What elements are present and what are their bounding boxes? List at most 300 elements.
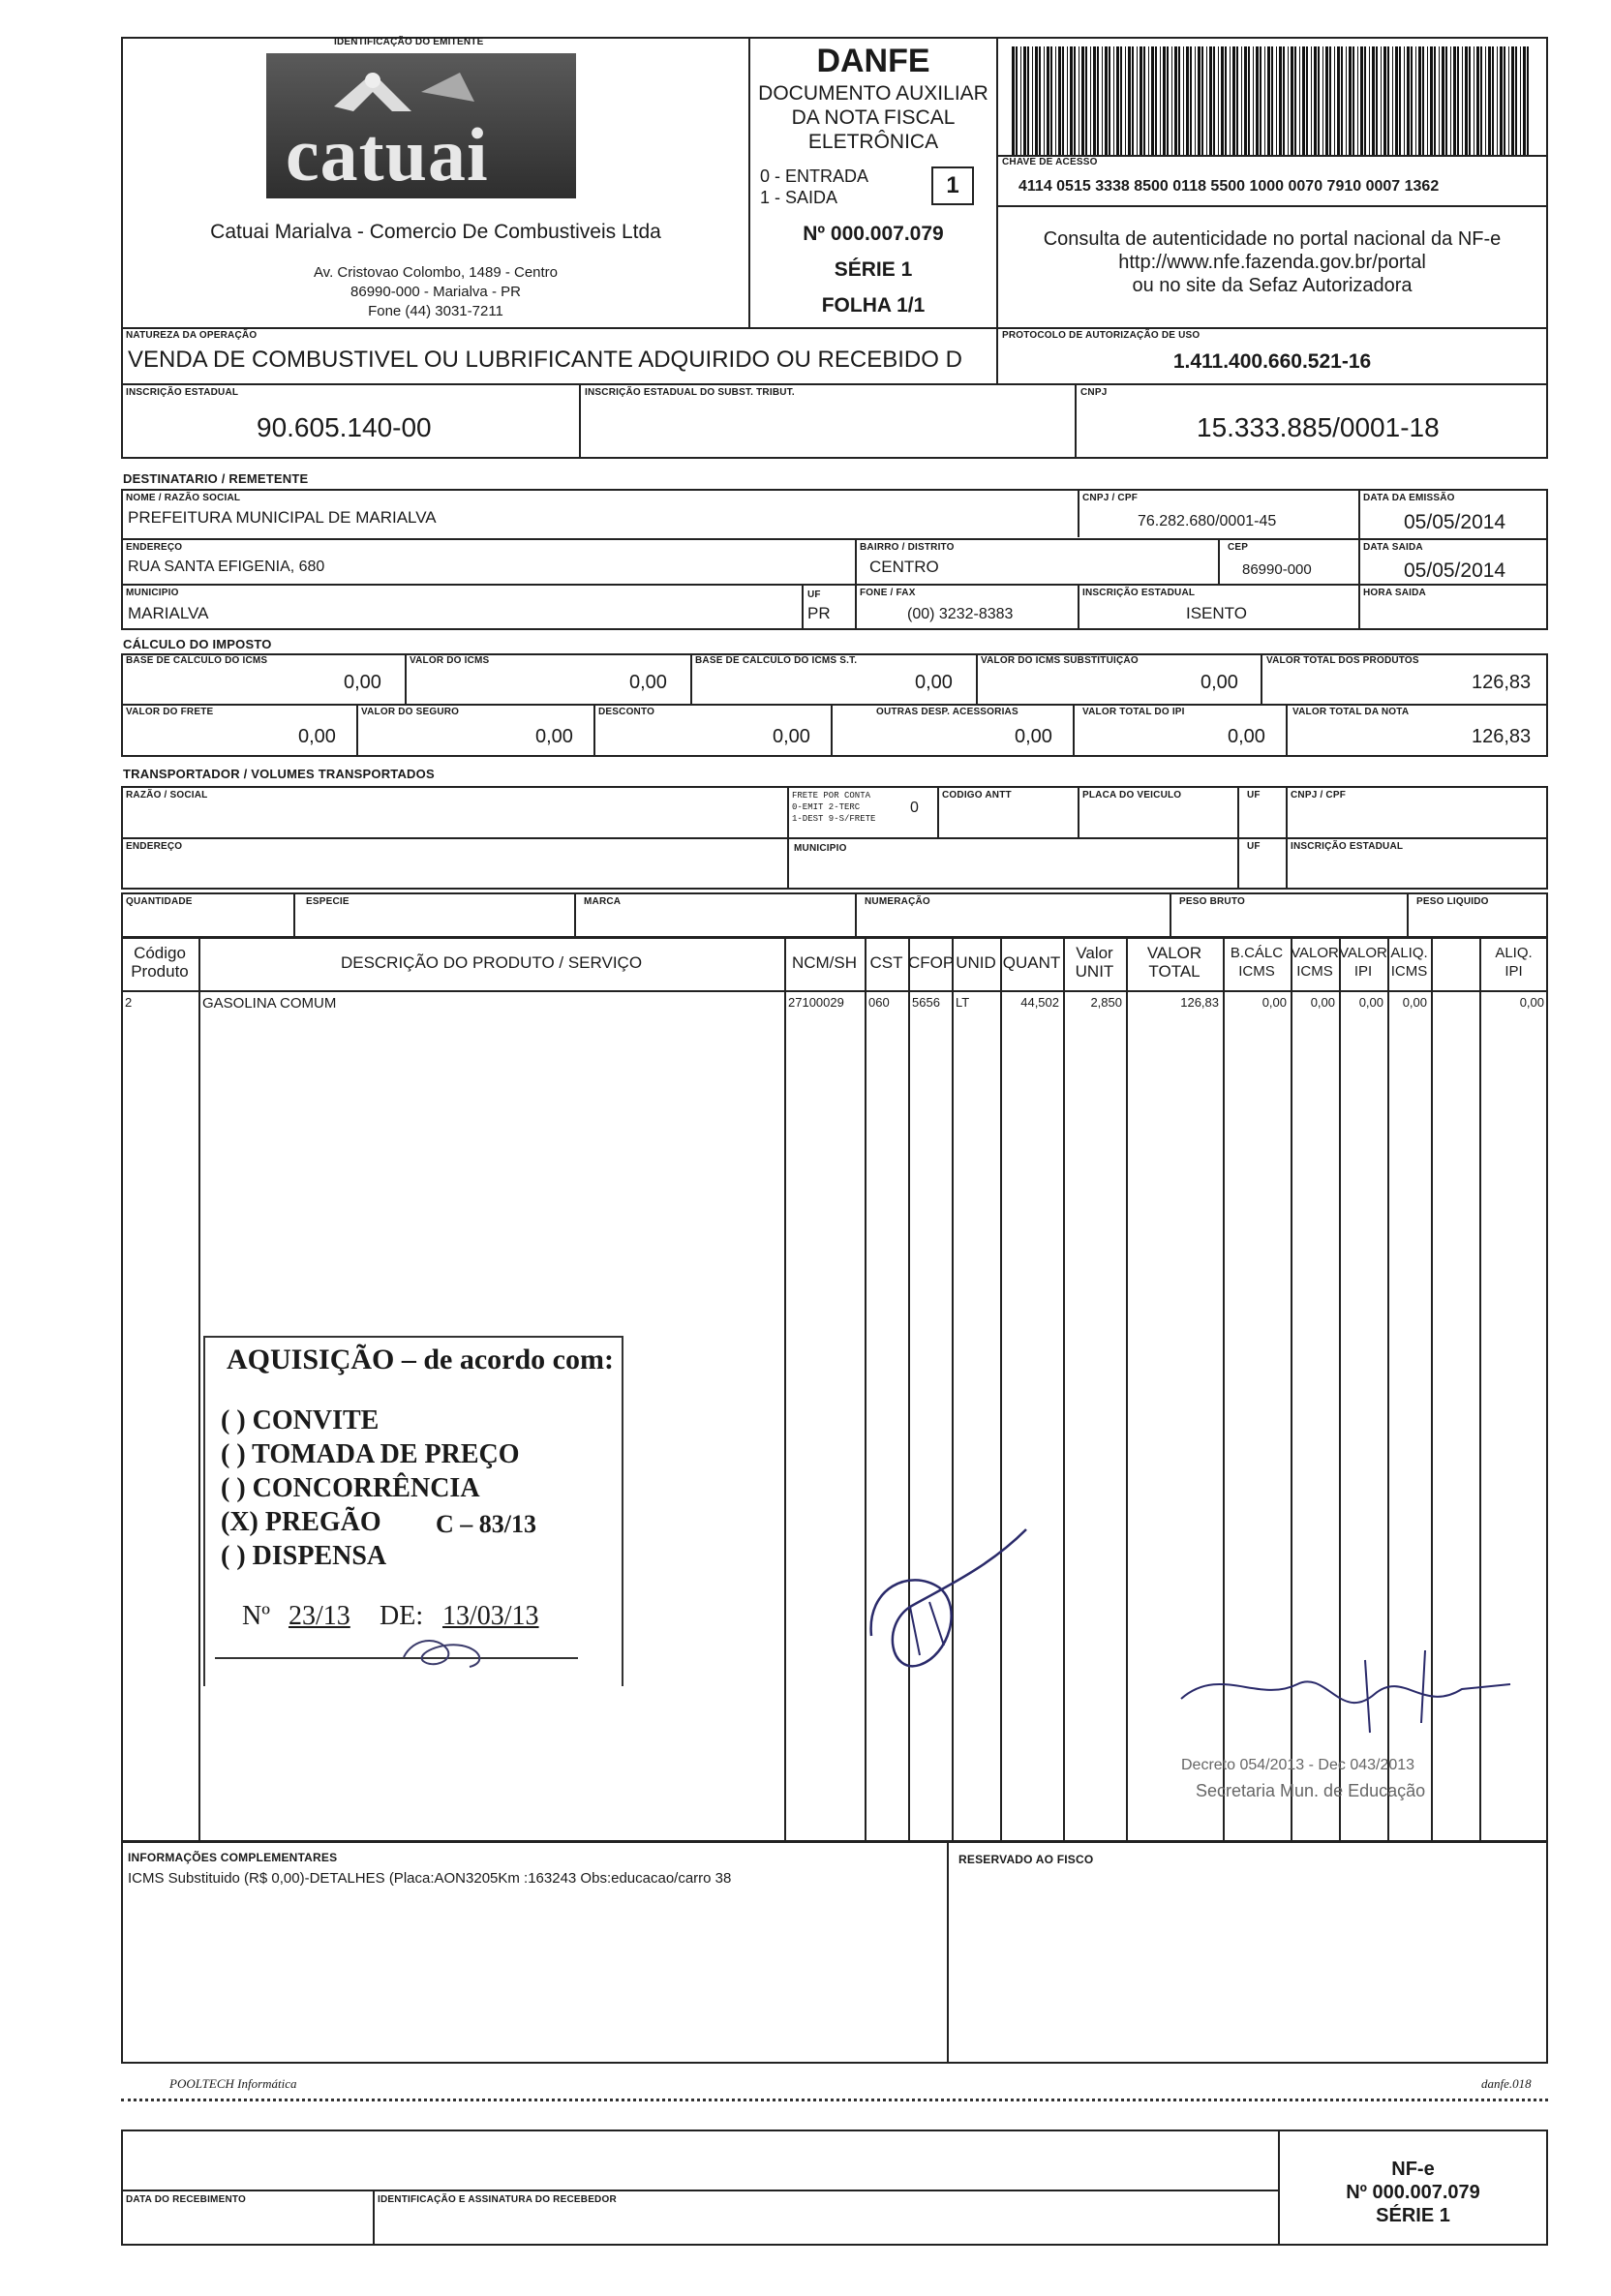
barcode-bar [1143,46,1145,155]
stamp-dispensa: ( ) DISPENSA [221,1541,387,1571]
table-cell: 2 [125,995,133,1010]
barcode-bar [1171,46,1172,155]
barcode-bar [1167,46,1169,155]
barcode-bar [1113,46,1114,155]
table-cell: 0,00 [1310,995,1335,1010]
barcode-bar [1360,46,1363,155]
barcode-bar [1329,46,1331,155]
marca-label: MARCA [584,896,622,907]
column-header: CFOP [908,953,955,972]
dest-fone: (00) 3232-8383 [907,606,1014,622]
barcode-bar [1256,46,1259,155]
column-header: ALIQ. ICMS [1390,945,1428,980]
ie-st-label: INSCRIÇÃO ESTADUAL DO SUBST. TRIBUT. [585,387,795,398]
column-divider [865,937,866,1842]
barcode-bar [1206,46,1207,155]
chave-label: CHAVE DE ACESSO [1002,157,1098,167]
barcode-bar [1276,46,1277,155]
stamp-pregao-num: C – 83/13 [436,1510,536,1538]
barcode-bar [1492,46,1494,155]
dest-uf: PR [807,604,831,622]
transp-cnpj-label: CNPJ / CPF [1291,790,1347,801]
barcode-bar [1450,46,1451,155]
barcode-bar [1504,46,1505,155]
table-cell: 060 [868,995,890,1010]
transp-razao-label: RAZÃO / SOCIAL [126,790,208,801]
barcode-bar [1341,46,1343,155]
barcode-bar [1372,46,1375,155]
barcode-bar [1020,46,1021,155]
chave-consulta3: ou no site da Sefaz Autorizadora [1132,275,1413,296]
outras-label: OUTRAS DESP. ACESSORIAS [876,707,1018,717]
barcode-bar [1140,46,1142,155]
signature-mark [1171,1646,1520,1752]
stamp-initials [394,1628,501,1677]
barcode-bar [1151,46,1154,155]
barcode-bar [1195,46,1196,155]
barcode-bar [1415,46,1416,155]
canhoto-ident-label: IDENTIFICAÇÃO E ASSINATURA DO RECEBEDOR [378,2194,617,2205]
barcode-bar [1209,46,1212,155]
divider [855,584,857,630]
dest-emissao: 05/05/2014 [1404,511,1506,533]
barcode-bar [1430,46,1433,155]
ie-value: 90.605.140-00 [257,412,432,442]
dest-emissao-label: DATA DA EMISSÃO [1363,493,1455,503]
barcode-bar [1253,46,1254,155]
barcode-bar [1174,46,1177,155]
barcode-bar [1476,46,1479,155]
placa-label: PLACA DO VEICULO [1082,790,1182,801]
barcode-bar [1357,46,1358,155]
divider [121,2190,1278,2191]
stamp-tomada: ( ) TOMADA DE PREÇO [221,1439,520,1469]
barcode-bar [1160,46,1161,155]
danfe-entrada: 0 - ENTRADA [760,166,869,186]
barcode-bar [1201,46,1203,155]
dest-ie-label: INSCRIÇÃO ESTADUAL [1082,588,1196,598]
danfe-subtitle1: DOCUMENTO AUXILIAR [758,82,988,105]
barcode-bar [1325,46,1328,155]
barcode-bar [1465,46,1468,155]
bc-icms: 0,00 [344,672,381,693]
barcode-bar [1125,46,1126,155]
v-st: 0,00 [1201,672,1238,693]
column-header: B.CÁLC ICMS [1230,945,1284,980]
barcode-bar [1457,46,1459,155]
info-label: INFORMAÇÕES COMPLEMENTARES [128,1851,338,1864]
barcode-bar [1137,46,1138,155]
barcode-bar [1225,46,1227,155]
table-cell: 0,00 [1519,995,1544,1010]
stamp-pregao: (X) PREGÃO [221,1507,381,1537]
barcode-bar [1299,46,1300,155]
divider [976,653,978,704]
protocolo-value: 1.411.400.660.521-16 [1172,350,1372,373]
barcode-bar [1241,46,1242,155]
barcode-bar [1511,46,1514,155]
divider [947,1841,949,2064]
barcode-bar [1221,46,1224,155]
frete-conta-value: 0 [910,800,919,816]
divider [1286,704,1288,757]
barcode-bar [1369,46,1370,155]
divider [855,538,857,585]
barcode-bar [1236,46,1238,155]
column-divider [1126,937,1128,1842]
barcode-bar [1485,46,1486,155]
nota: 126,83 [1472,726,1532,747]
dest-bairro-label: BAIRRO / DISTRITO [860,542,955,553]
signature-mark [852,1510,1084,1704]
barcode-bar [1183,46,1184,155]
peso-liquido-label: PESO LIQUIDO [1416,896,1489,907]
nota-label: VALOR TOTAL DA NOTA [1292,707,1410,717]
barcode-bar [1527,46,1529,155]
aquisicao-stamp [203,1336,623,1686]
chave-consulta1: Consulta de autenticidade no portal nacional da NF-e [1043,228,1502,250]
table-cell: 44,502 [1020,995,1059,1010]
divider [1075,383,1077,459]
seguro: 0,00 [535,726,573,747]
barcode-bar [1349,46,1352,155]
dest-nome: PREFEITURA MUNICIPAL DE MARIALVA [128,508,437,527]
column-header: VALOR IPI [1339,945,1387,980]
dest-municipio-label: MUNICIPIO [126,588,179,598]
barcode-bar [1081,46,1084,155]
barcode-bar [1055,46,1056,155]
divider [293,892,295,938]
barcode-bar [1109,46,1110,155]
barcode-bar [1218,46,1219,155]
bc-st: 0,00 [915,672,953,693]
footer-left: POOLTECH Informática [169,2076,297,2091]
transp-uf2-label: UF [1247,841,1261,852]
barcode-bar [1523,46,1526,155]
barcode-bar [1439,46,1440,155]
barcode-bar [1178,46,1180,155]
column-divider [1063,937,1065,1842]
barcode-bar [1411,46,1413,155]
barcode-bar [1407,46,1410,155]
protocolo-label: PROTOCOLO DE AUTORIZAÇÃO DE USO [1002,330,1201,341]
divider [1073,704,1075,757]
barcode-bar [1230,46,1231,155]
dest-saida-label: DATA SAIDA [1363,542,1423,553]
divider [690,653,692,704]
transp-uf-label: UF [1247,790,1261,801]
ipi-label: VALOR TOTAL DO IPI [1082,707,1185,717]
company-logo [266,53,576,198]
barcode-bar [1016,46,1018,155]
barcode-bar [1376,46,1378,155]
outras: 0,00 [1015,726,1052,747]
column-divider [1000,937,1002,1842]
barcode-bar [1012,46,1015,155]
barcode-bar [1497,46,1498,155]
barcode-bar [1381,46,1382,155]
column-divider [908,937,910,1842]
column-header: DESCRIÇÃO DO PRODUTO / SERVIÇO [340,953,643,972]
barcode-bar [1469,46,1471,155]
barcode-bar [1322,46,1323,155]
v-prod: 126,83 [1472,672,1532,693]
barcode-bar [1213,46,1215,155]
barcode-bar [1039,46,1041,155]
danfe-subtitle3: ELETRÔNICA [807,131,939,153]
divider [373,2190,375,2246]
danfe-saida: 1 - SAIDA [760,188,838,207]
table-cell: 27100029 [788,995,844,1010]
barcode-bar [1427,46,1428,155]
barcode-bar [1395,46,1398,155]
column-divider [784,937,786,1842]
divider [855,892,857,938]
emitente-cep-city: 86990-000 - Marialva - PR [350,284,521,300]
dest-endereco-label: ENDEREÇO [126,542,183,553]
divider [579,383,581,459]
dest-cep: 86990-000 [1242,561,1312,578]
frete: 0,00 [298,726,336,747]
emitente-phone: Fone (44) 3031-7211 [368,303,503,319]
barcode-bar [1044,46,1045,155]
divider [121,584,1548,586]
barcode-bar [1442,46,1444,155]
footer-right: danfe.018 [1481,2076,1532,2091]
barcode-bar [1248,46,1250,155]
cut-line [121,2099,1548,2101]
dest-endereco: RUA SANTA EFIGENIA, 680 [128,559,325,575]
v-icms: 0,00 [629,672,667,693]
barcode [1012,46,1535,155]
dest-ie: ISENTO [1186,604,1247,622]
column-header: CST [869,953,903,972]
barcode-bar [1488,46,1491,155]
divider [1170,892,1171,938]
column-header: UNID [956,953,996,972]
danfe-serie: SÉRIE 1 [834,258,913,281]
barcode-bar [1480,46,1482,155]
barcode-bar [1318,46,1320,155]
divider [1407,892,1409,938]
v-icms-label: VALOR DO ICMS [410,655,490,666]
assinatura-stamp-line2: Secretaria Mun. de Educação [1196,1781,1426,1800]
cnpj-label: CNPJ [1080,387,1108,398]
chave-value: 4114 0515 3338 8500 0118 5500 1000 0070 7910 0007 1362 [1018,178,1440,195]
divider [1078,489,1079,537]
divider [1286,786,1288,890]
barcode-bar [1520,46,1521,155]
transp-endereco-label: ENDEREÇO [126,841,183,852]
bc-st-label: BASE DE CALCULO DO ICMS S.T. [695,655,858,666]
barcode-bar [1085,46,1087,155]
numeracao-label: NUMERAÇÃO [865,896,930,907]
divider [405,653,407,704]
stamp-concorrencia: ( ) CONCORRÊNCIA [221,1473,480,1503]
chave-consulta2: http://www.nfe.fazenda.gov.br/portal [1118,252,1426,273]
table-cell: 126,83 [1180,995,1219,1010]
barcode-bar [1128,46,1131,155]
barcode-bar [1353,46,1354,155]
transp-municipio-label: MUNICIPIO [794,843,847,854]
peso-bruto-label: PESO BRUTO [1179,896,1245,907]
canhoto-serie: SÉRIE 1 [1376,2205,1450,2226]
barcode-bar [1047,46,1049,155]
desconto-label: DESCONTO [598,707,655,717]
barcode-bar [1404,46,1405,155]
barcode-bar [1190,46,1192,155]
destinatario-section-label: DESTINATARIO / REMETENTE [123,471,309,486]
divider [831,704,833,757]
divider [802,584,804,630]
barcode-bar [1364,46,1366,155]
transporte-section-label: TRANSPORTADOR / VOLUMES TRANSPORTADOS [123,767,435,781]
stamp-num-label: Nº [242,1601,270,1631]
barcode-bar [1311,46,1312,155]
barcode-bar [1294,46,1296,155]
divider [937,786,939,837]
divider [996,205,1548,207]
v-st-label: VALOR DO ICMS SUBSTITUIÇÃO [981,655,1139,666]
transp-ie-label: INSCRIÇÃO ESTADUAL [1291,841,1404,852]
especie-label: ESPECIE [306,896,350,907]
column-header: ALIQ. IPI [1495,945,1533,980]
column-header: NCM/SH [791,953,858,972]
divider [121,837,1548,839]
imposto-section-label: CÁLCULO DO IMPOSTO [123,637,272,651]
barcode-bar [1334,46,1335,155]
barcode-bar [1399,46,1401,155]
column-header: Valor UNIT [1075,944,1114,981]
table-cell: GASOLINA COMUM [202,995,337,1012]
ie-label: INSCRIÇÃO ESTADUAL [126,387,239,398]
barcode-bar [1105,46,1108,155]
column-header: VALOR ICMS [1291,945,1339,980]
logo-text: catuai [286,112,489,196]
emitente-name: Catuai Marialva - Comercio De Combustiveis Ltda [210,221,661,243]
divider [121,538,1548,540]
cnpj-value: 15.333.885/0001-18 [1197,412,1440,442]
danfe-numero: Nº 000.007.079 [803,223,944,245]
natureza-label: NATUREZA DA OPERAÇÃO [126,330,258,341]
barcode-bar [1267,46,1270,155]
barcode-bar [1027,46,1029,155]
divider [1218,538,1220,585]
stamp-num: 23/13 [289,1601,350,1631]
emitente-section-label: IDENTIFICAÇÃO DO EMITENTE [334,37,484,47]
barcode-bar [1260,46,1261,155]
barcode-bar [1279,46,1282,155]
barcode-bar [1155,46,1157,155]
barcode-bar [1500,46,1503,155]
divider [121,704,1548,706]
barcode-bar [1418,46,1421,155]
dest-uf-label: UF [807,589,821,600]
frete-conta-3: 1-DEST 9-S/FRETE [792,814,876,824]
barcode-bar [1392,46,1393,155]
divider [593,704,595,757]
barcode-bar [1067,46,1068,155]
stamp-de-label: DE: [380,1601,424,1631]
barcode-bar [1306,46,1308,155]
dest-cnpj: 76.282.680/0001-45 [1138,513,1277,529]
barcode-bar [1283,46,1285,155]
barcode-bar [1093,46,1096,155]
barcode-bar [1120,46,1122,155]
barcode-bar [1445,46,1447,155]
barcode-bar [1271,46,1273,155]
barcode-bar [1102,46,1103,155]
frete-label: VALOR DO FRETE [126,707,214,717]
dest-nome-label: NOME / RAZÃO SOCIAL [126,493,241,503]
barcode-bar [1050,46,1052,155]
divider [1261,653,1262,704]
barcode-bar [1337,46,1340,155]
barcode-bar [1198,46,1201,155]
barcode-bar [1148,46,1149,155]
danfe-folha: FOLHA 1/1 [821,294,926,317]
stamp-date: 13/03/13 [442,1601,539,1631]
barcode-bar [1314,46,1317,155]
barcode-bar [1346,46,1347,155]
barcode-bar [1035,46,1038,155]
barcode-bar [1244,46,1247,155]
assinatura-stamp-line1: Decreto 054/2013 - Dec 043/2013 [1181,1757,1415,1773]
table-cell: LT [956,995,970,1010]
v-prod-label: VALOR TOTAL DOS PRODUTOS [1266,655,1419,666]
dest-cnpj-label: CNPJ / CPF [1082,493,1139,503]
natureza-value: VENDA DE COMBUSTIVEL OU LUBRIFICANTE ADQUIRIDO OU RECEBIDO D [128,347,962,373]
barcode-bar [1074,46,1076,155]
frete-conta-1: FRETE POR CONTA [792,791,871,801]
canhoto-data-label: DATA DO RECEBIMENTO [126,2194,246,2205]
barcode-bar [1032,46,1033,155]
barcode-bar [1264,46,1265,155]
column-divider [198,937,200,1842]
qtd-label: QUANTIDADE [126,896,193,907]
barcode-bar [1515,46,1517,155]
danfe-tipo: 1 [946,172,959,198]
divider [121,990,1548,992]
dest-fone-label: FONE / FAX [860,588,916,598]
barcode-bar [1422,46,1424,155]
dest-cep-label: CEP [1228,542,1249,553]
table-cell: 0,00 [1402,995,1427,1010]
barcode-bar [1232,46,1235,155]
column-header: VALOR TOTAL [1146,944,1202,981]
seguro-label: VALOR DO SEGURO [361,707,460,717]
dest-saida: 05/05/2014 [1404,559,1506,582]
barcode-bar [1288,46,1289,155]
divider [574,892,576,938]
barcode-bar [1508,46,1509,155]
ipi: 0,00 [1228,726,1265,747]
barcode-bar [1383,46,1386,155]
divider [1078,786,1079,837]
dest-municipio: MARIALVA [128,604,209,622]
barcode-bar [1186,46,1189,155]
dest-bairro: CENTRO [869,558,939,576]
divider [1237,786,1239,890]
emitente-address: Av. Cristovao Colombo, 1489 - Centro [313,264,559,281]
barcode-bar [1163,46,1166,155]
canhoto-nfe: NF-e [1391,2159,1435,2180]
barcode-bar [1070,46,1073,155]
divider [356,704,358,757]
fisco-label: RESERVADO AO FISCO [958,1853,1094,1866]
barcode-bar [1090,46,1091,155]
bc-icms-label: BASE DE CALCULO DO ICMS [126,655,268,666]
